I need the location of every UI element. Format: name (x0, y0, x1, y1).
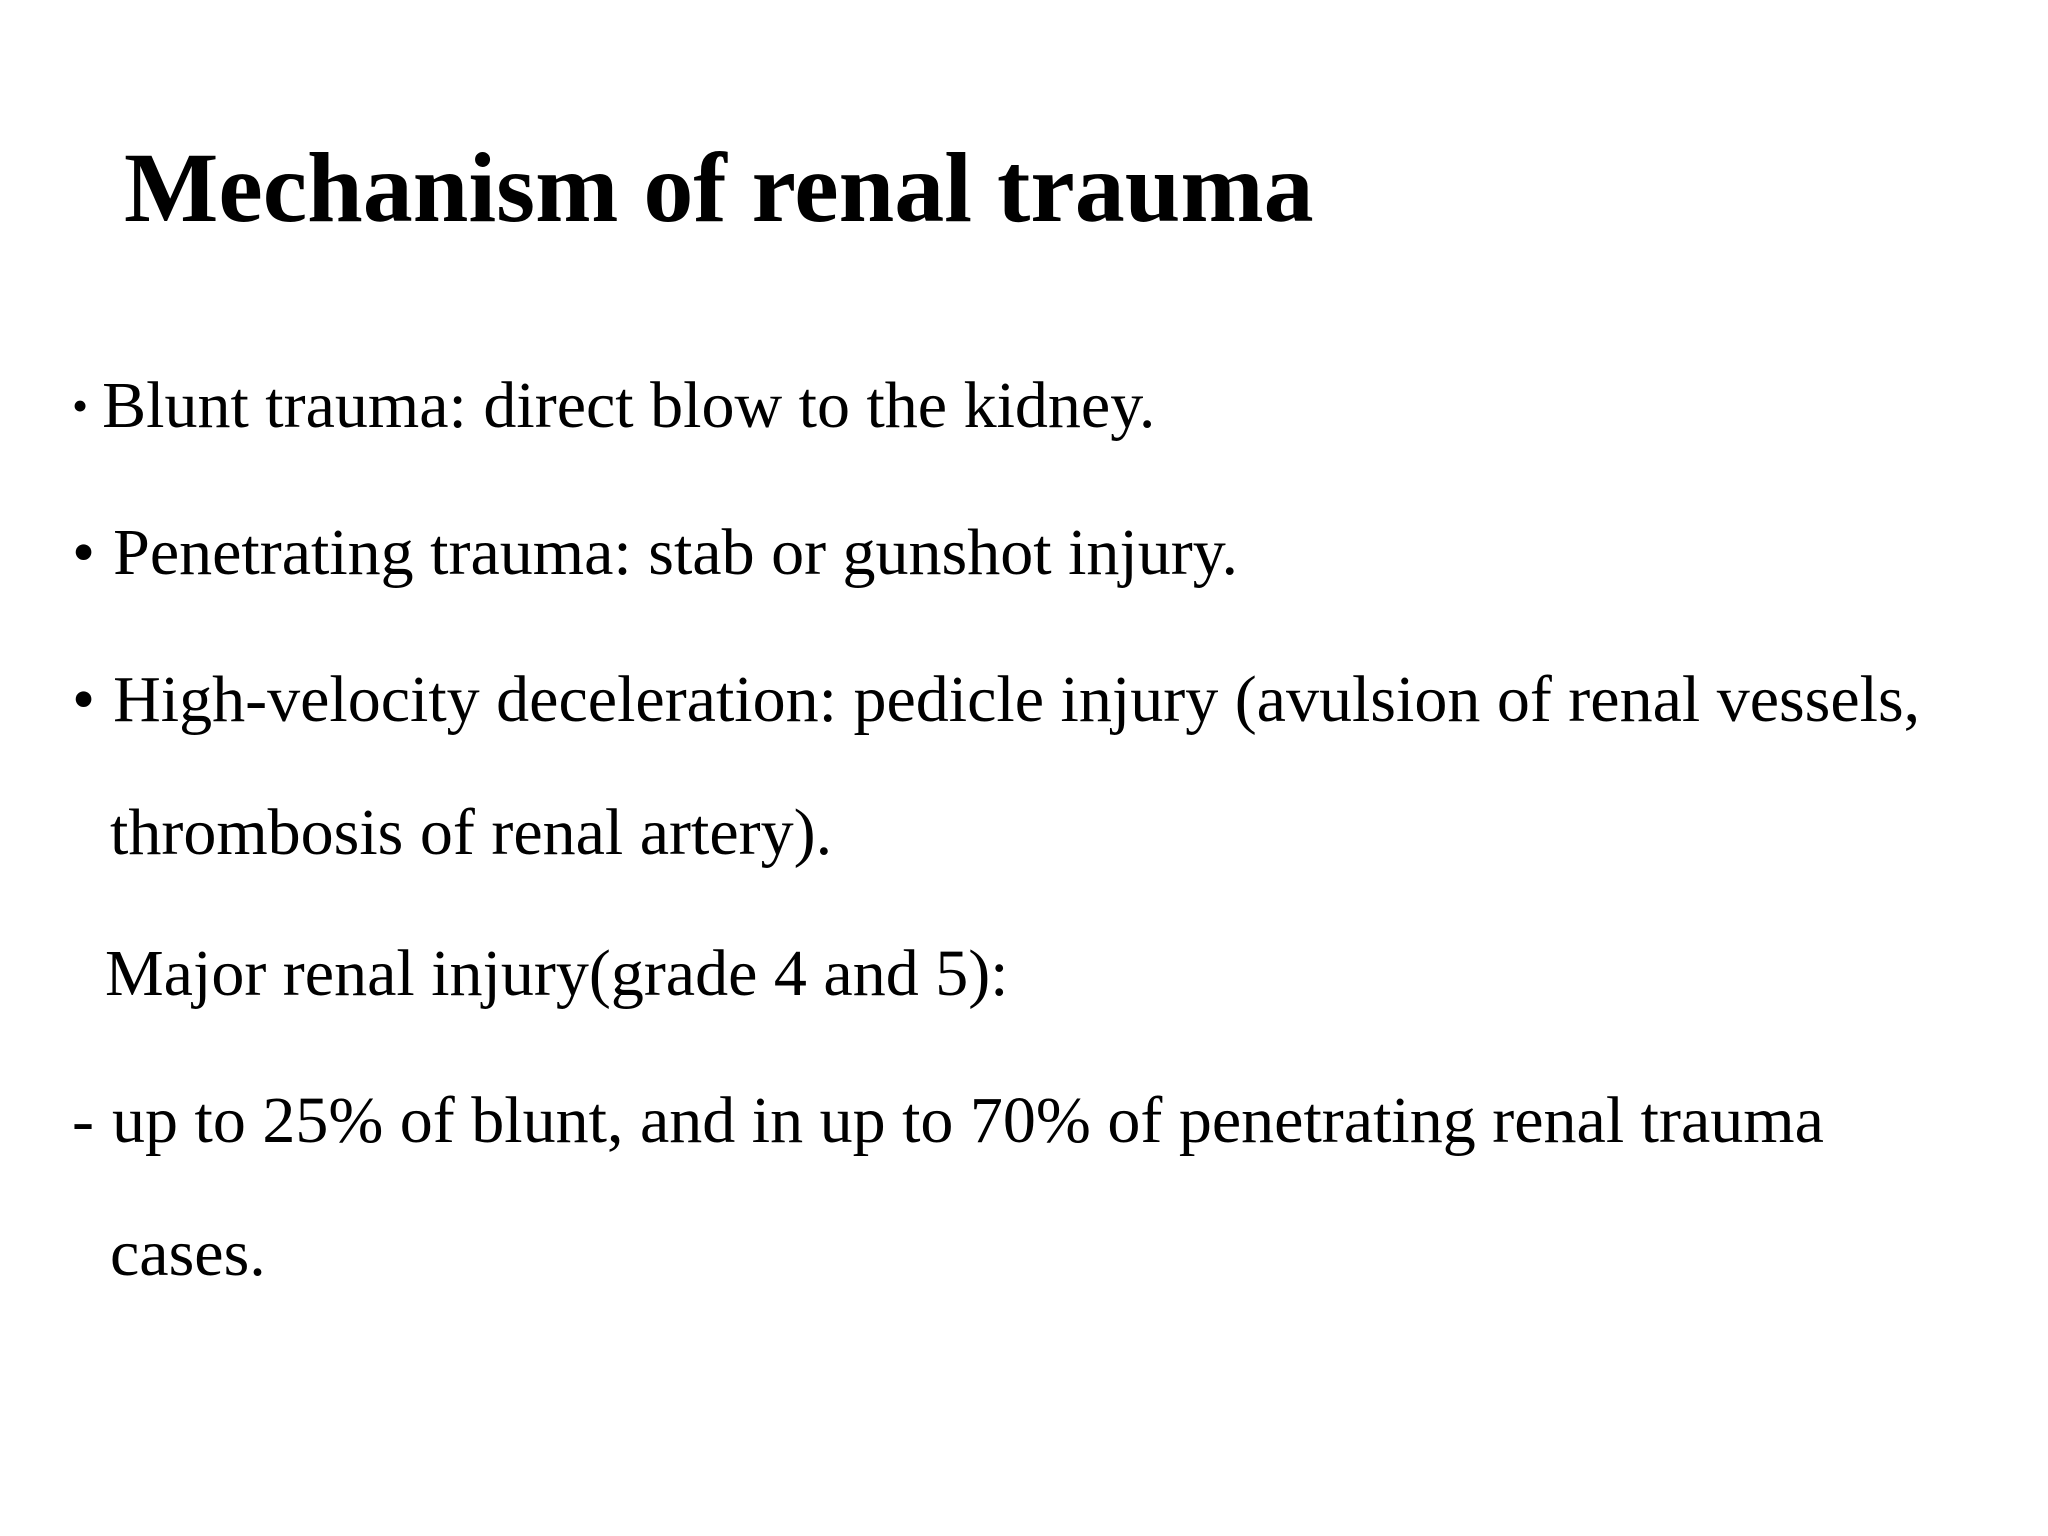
bullet-marker: • (72, 663, 96, 736)
subheading-major-renal-injury (105, 934, 1009, 1014)
bullet-text: High-velocity deceleration: pedicle injury (avulsion of renal vessels, (113, 663, 1921, 736)
dash-text: up to 25% of blunt, and in up to 70% of penetrating renal trauma (111, 1084, 1824, 1157)
dash-marker: - (72, 1084, 94, 1157)
bullet-penetrating-trauma (72, 513, 1238, 593)
bullet-marker: • (72, 380, 89, 431)
bullet-text: Blunt trauma: direct blow to the kidney. (102, 369, 1156, 442)
subheading-text: Major renal injury(grade 4 and 5): (105, 937, 1009, 1010)
bullet-blunt-trauma (72, 366, 1155, 446)
bullet-marker: • (72, 516, 96, 589)
slide-title: Mechanism of renal trauma (124, 132, 1314, 243)
dash-item-statistics (72, 1081, 1824, 1161)
dash-item-continuation (110, 1214, 266, 1294)
bullet-text: Penetrating trauma: stab or gunshot injury. (113, 516, 1238, 589)
bullet-continuation (110, 793, 832, 873)
bullet-high-velocity-deceleration (72, 660, 1920, 740)
bullet-text: thrombosis of renal artery). (110, 796, 833, 869)
dash-text: cases. (110, 1217, 266, 1290)
